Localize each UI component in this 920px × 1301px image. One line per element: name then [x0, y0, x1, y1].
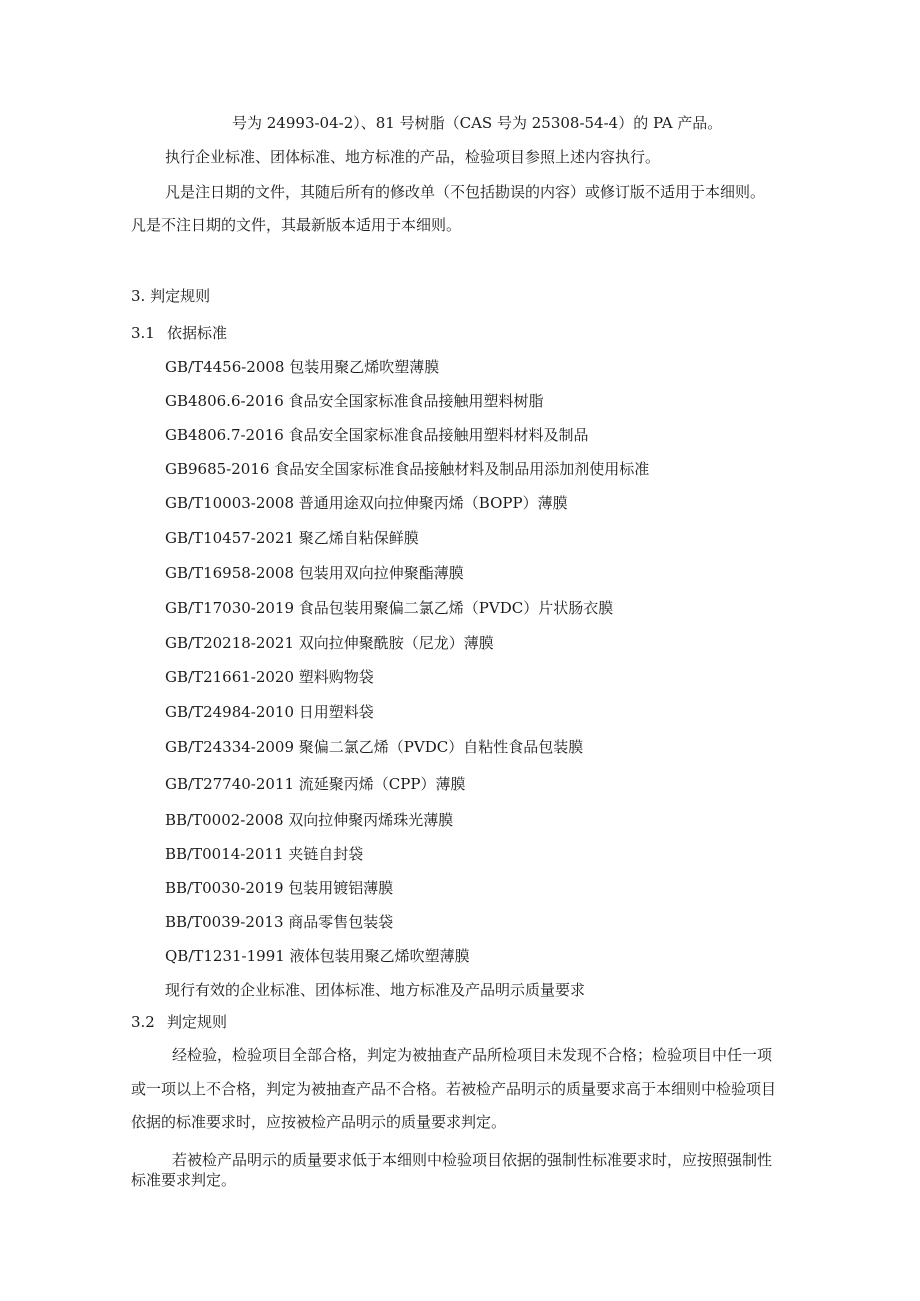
rule-paragraph-2-line1: 若被检产品明示的质量要求低于本细则中检验项目依据的强制性标准要求时，应按照强制性 [172, 1151, 773, 1169]
subsection-3-2-title: 判定规则 [167, 1013, 228, 1031]
section-3-heading: 3. 判定规则 [131, 287, 211, 305]
standard-item: BB/T0002-2008 双向拉伸聚丙烯珠光薄膜 [165, 811, 454, 829]
standard-item: GB/T27740-2011 流延聚丙烯（CPP）薄膜 [165, 775, 466, 793]
standard-item: GB/T4456-2008 包装用聚乙烯吹塑薄膜 [165, 358, 440, 376]
standard-item: GB/T20218-2021 双向拉伸聚酰胺（尼龙）薄膜 [165, 634, 494, 652]
standard-item: GB/T17030-2019 食品包装用聚偏二氯乙烯（PVDC）片状肠衣膜 [165, 599, 614, 617]
standard-item: GB/T10457-2021 聚乙烯自粘保鲜膜 [165, 529, 419, 547]
standard-item: GB/T21661-2020 塑料购物袋 [165, 668, 374, 686]
standard-item-current: 现行有效的企业标准、团体标准、地方标准及产品明示质量要求 [165, 981, 586, 999]
subsection-3-1-number: 3.1 [131, 324, 155, 342]
rule-paragraph-2-line2: 标准要求判定。 [131, 1171, 237, 1189]
paragraph-continuation: 号为 24993-04-2）、81 号树脂（CAS 号为 25308-54-4）的 PA 产品。 [232, 114, 723, 132]
standard-item: GB4806.7-2016 食品安全国家标准食品接触用塑料材料及制品 [165, 426, 589, 444]
standard-item: GB/T10003-2008 普通用途双向拉伸聚丙烯（BOPP）薄膜 [165, 494, 568, 512]
standard-item: BB/T0039-2013 商品零售包装袋 [165, 913, 394, 931]
paragraph-dated-docs-line2: 凡是不注日期的文件，其最新版本适用于本细则。 [131, 216, 462, 234]
rule-paragraph-1-line1: 经检验，检验项目全部合格，判定为被抽查产品所检项目未发现不合格；检验项目中任一项 [172, 1046, 773, 1064]
standard-item: GB9685-2016 食品安全国家标准食品接触材料及制品用添加剂使用标准 [165, 460, 650, 478]
standard-item: BB/T0014-2011 夹链自封袋 [165, 845, 364, 863]
standard-item: GB/T24984-2010 日用塑料袋 [165, 703, 374, 721]
paragraph-dated-docs-line1: 凡是注日期的文件，其随后所有的修改单（不包括勘误的内容）或修订版不适用于本细则。 [165, 183, 766, 201]
standard-item: GB4806.6-2016 食品安全国家标准食品接触用塑料树脂 [165, 392, 544, 410]
standard-item: QB/T1231-1991 液体包装用聚乙烯吹塑薄膜 [165, 947, 470, 965]
standard-item: GB/T24334-2009 聚偏二氯乙烯（PVDC）自粘性食品包装膜 [165, 738, 584, 756]
subsection-3-2-number: 3.2 [131, 1013, 155, 1031]
standard-item: BB/T0030-2019 包装用镀铝薄膜 [165, 879, 394, 897]
paragraph-enterprise-note: 执行企业标准、团体标准、地方标准的产品，检验项目参照上述内容执行。 [165, 148, 661, 166]
standard-item: GB/T16958-2008 包装用双向拉伸聚酯薄膜 [165, 564, 464, 582]
rule-paragraph-1-line2: 或一项以上不合格，判定为被抽查产品不合格。若被检产品明示的质量要求高于本细则中检验项目 [131, 1080, 777, 1098]
subsection-3-1-title: 依据标准 [167, 324, 228, 342]
subsection-3-1-heading [131, 323, 227, 343]
subsection-3-2-heading [131, 1012, 227, 1032]
rule-paragraph-1-line3: 依据的标准要求时，应按被检产品明示的质量要求判定。 [131, 1113, 507, 1131]
